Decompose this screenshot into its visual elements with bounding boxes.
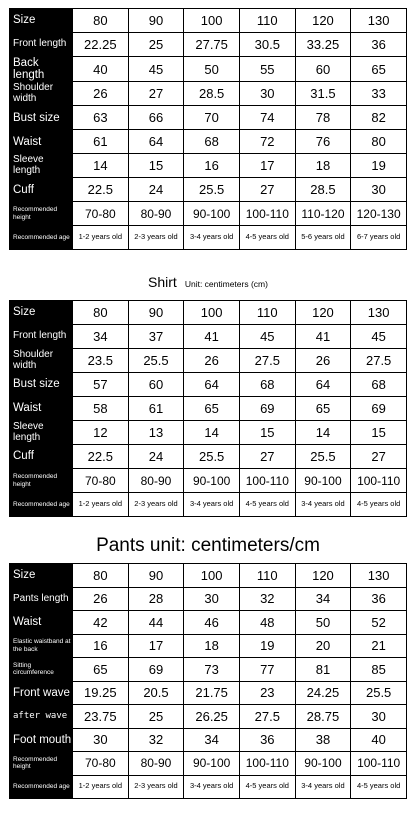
table-row: [10, 564, 407, 588]
table-cell: 80: [351, 130, 407, 154]
table-cell: 20.5: [128, 681, 184, 705]
table-cell: 78: [295, 106, 351, 130]
table-cell: 28: [128, 587, 184, 611]
table-cell: 45: [351, 325, 407, 349]
size-table-pants: [9, 563, 407, 799]
table-cell: 25: [128, 33, 184, 57]
table-cell: 100: [184, 564, 240, 588]
table-cell: 130: [351, 564, 407, 588]
size-table-top: [9, 8, 407, 250]
table-cell: 31.5: [295, 82, 351, 106]
table-cell: 14: [73, 154, 129, 178]
table-cell: 24: [128, 178, 184, 202]
table-cell: 33.25: [295, 33, 351, 57]
table-cell: 64: [295, 373, 351, 397]
table-cell: 26: [295, 349, 351, 373]
table-row: [10, 705, 407, 729]
table-cell: 15: [351, 421, 407, 445]
table-cell: 65: [184, 397, 240, 421]
table-cell: 34: [184, 728, 240, 752]
table-cell: 58: [73, 397, 129, 421]
table-cell: 90-100: [184, 752, 240, 776]
table-cell: 3-4 years old: [295, 493, 351, 517]
table-row: [10, 325, 407, 349]
table-cell: 26.25: [184, 705, 240, 729]
table-cell: 80: [73, 9, 129, 33]
table-cell: 30: [73, 728, 129, 752]
row-label: Size: [10, 301, 73, 325]
row-label: Recommended height: [10, 752, 73, 776]
table-cell: 5-6 years old: [295, 226, 351, 250]
table-cell: 61: [128, 397, 184, 421]
table-cell: 110: [239, 564, 295, 588]
table-cell: 25.5: [184, 445, 240, 469]
table-cell: 30: [184, 587, 240, 611]
table-cell: 30.5: [239, 33, 295, 57]
table-cell: 80-90: [128, 752, 184, 776]
table-cell: 80-90: [128, 469, 184, 493]
table-row: [10, 226, 407, 250]
row-label: Foot mouth: [10, 728, 73, 752]
table-cell: 27: [239, 178, 295, 202]
row-label: Waist: [10, 397, 73, 421]
table-cell: 23.75: [73, 705, 129, 729]
table-cell: 27: [128, 82, 184, 106]
table-cell: 34: [73, 325, 129, 349]
table-cell: 3-4 years old: [184, 493, 240, 517]
table-cell: 24.25: [295, 681, 351, 705]
table-cell: 68: [239, 373, 295, 397]
table-cell: 3-4 years old: [184, 226, 240, 250]
row-label: Front length: [10, 33, 73, 57]
table-cell: 81: [295, 658, 351, 682]
row-label: Elastic waistband at the back: [10, 634, 73, 658]
table-cell: 130: [351, 301, 407, 325]
table-cell: 41: [295, 325, 351, 349]
table-cell: 90: [128, 301, 184, 325]
table-cell: 2-3 years old: [128, 775, 184, 799]
table-cell: 80-90: [128, 202, 184, 226]
table-cell: 6-7 years old: [351, 226, 407, 250]
table-cell: 70-80: [73, 202, 129, 226]
table-cell: 12: [73, 421, 129, 445]
table-cell: 100-110: [239, 469, 295, 493]
table-cell: 90: [128, 9, 184, 33]
row-label: Waist: [10, 611, 73, 635]
table-cell: 20: [295, 634, 351, 658]
table-cell: 28.5: [295, 178, 351, 202]
table-cell: 4-5 years old: [351, 493, 407, 517]
table-cell: 64: [128, 130, 184, 154]
table-cell: 69: [128, 658, 184, 682]
table-cell: 60: [128, 373, 184, 397]
table-row: [10, 493, 407, 517]
row-label: Shoulder width: [10, 82, 73, 106]
table-cell: 27.5: [351, 349, 407, 373]
table-cell: 25.5: [128, 349, 184, 373]
table-cell: 120: [295, 564, 351, 588]
table-cell: 17: [239, 154, 295, 178]
table-cell: 25.5: [184, 178, 240, 202]
table-cell: 57: [73, 373, 129, 397]
shirt-unit-note: Unit: centimeters (cm): [184, 279, 268, 289]
table-cell: 45: [128, 57, 184, 82]
table-cell: 4-5 years old: [239, 493, 295, 517]
table-cell: 65: [295, 397, 351, 421]
table-cell: 27: [351, 445, 407, 469]
table-cell: 19: [351, 154, 407, 178]
table-cell: 28.5: [184, 82, 240, 106]
table-cell: 18: [295, 154, 351, 178]
table-cell: 21.75: [184, 681, 240, 705]
table-cell: 40: [73, 57, 129, 82]
row-label: Size: [10, 564, 73, 588]
table-cell: 26: [73, 82, 129, 106]
table-cell: 73: [184, 658, 240, 682]
table-cell: 110-120: [295, 202, 351, 226]
table-cell: 40: [351, 728, 407, 752]
table-row: [10, 421, 407, 445]
table-cell: 4-5 years old: [239, 775, 295, 799]
table-cell: 30: [239, 82, 295, 106]
table-cell: 23.5: [73, 349, 129, 373]
row-label: Bust size: [10, 106, 73, 130]
table-cell: 74: [239, 106, 295, 130]
table-row: [10, 681, 407, 705]
table-cell: 63: [73, 106, 129, 130]
table-cell: 60: [295, 57, 351, 82]
table-cell: 70-80: [73, 752, 129, 776]
table-cell: 90-100: [184, 202, 240, 226]
table-cell: 27.75: [184, 33, 240, 57]
table-cell: 90-100: [295, 752, 351, 776]
table-cell: 100: [184, 9, 240, 33]
table-cell: 14: [295, 421, 351, 445]
table-cell: 42: [73, 611, 129, 635]
row-label: Sleeve length: [10, 421, 73, 445]
row-label: Back length: [10, 57, 73, 82]
row-label: Recommended height: [10, 469, 73, 493]
table-cell: 45: [239, 325, 295, 349]
table-cell: 27.5: [239, 705, 295, 729]
shirt-title: Shirt: [148, 274, 177, 290]
row-label: Cuff: [10, 445, 73, 469]
table-cell: 32: [239, 587, 295, 611]
table-cell: 100: [184, 301, 240, 325]
table-cell: 21: [351, 634, 407, 658]
table-cell: 61: [73, 130, 129, 154]
row-label: Bust size: [10, 373, 73, 397]
table-cell: 22.5: [73, 445, 129, 469]
row-label: Recommended age: [10, 493, 73, 517]
table-cell: 68: [351, 373, 407, 397]
table-cell: 26: [73, 587, 129, 611]
table-cell: 110: [239, 9, 295, 33]
table-cell: 130: [351, 9, 407, 33]
table-cell: 26: [184, 349, 240, 373]
table-cell: 25.5: [351, 681, 407, 705]
row-label: Size: [10, 9, 73, 33]
row-label: Cuff: [10, 178, 73, 202]
table-cell: 90-100: [295, 469, 351, 493]
table-cell: 50: [295, 611, 351, 635]
table-row: [10, 130, 407, 154]
table-row: [10, 728, 407, 752]
table-cell: 16: [184, 154, 240, 178]
table-row: [10, 202, 407, 226]
table-cell: 33: [351, 82, 407, 106]
table-cell: 16: [73, 634, 129, 658]
row-label: after wave: [10, 705, 73, 729]
table-cell: 3-4 years old: [184, 775, 240, 799]
table-cell: 69: [239, 397, 295, 421]
table-cell: 19: [239, 634, 295, 658]
table-cell: 1-2 years old: [73, 775, 129, 799]
row-label: Sleeve length: [10, 154, 73, 178]
row-label: Front wave: [10, 681, 73, 705]
table-cell: 27: [239, 445, 295, 469]
row-label: Sitting circumference: [10, 658, 73, 682]
table-cell: 120: [295, 301, 351, 325]
table-row: [10, 775, 407, 799]
table-cell: 70: [184, 106, 240, 130]
table-row: [10, 373, 407, 397]
table-cell: 72: [239, 130, 295, 154]
table-row: [10, 445, 407, 469]
table-row: [10, 587, 407, 611]
table-cell: 1-2 years old: [73, 226, 129, 250]
table-cell: 55: [239, 57, 295, 82]
table-cell: 50: [184, 57, 240, 82]
table-cell: 30: [351, 705, 407, 729]
table-cell: 17: [128, 634, 184, 658]
table-row: [10, 178, 407, 202]
table-cell: 36: [351, 33, 407, 57]
table-cell: 36: [351, 587, 407, 611]
table-row: [10, 634, 407, 658]
table-cell: 41: [184, 325, 240, 349]
table-cell: 70-80: [73, 469, 129, 493]
table-cell: 120: [295, 9, 351, 33]
table-cell: 44: [128, 611, 184, 635]
table-cell: 66: [128, 106, 184, 130]
table-cell: 80: [73, 301, 129, 325]
table-cell: 18: [184, 634, 240, 658]
table-cell: 65: [73, 658, 129, 682]
row-label: Recommended age: [10, 226, 73, 250]
table-cell: 85: [351, 658, 407, 682]
table-cell: 82: [351, 106, 407, 130]
table-cell: 15: [239, 421, 295, 445]
table-row: [10, 301, 407, 325]
size-table-shirt: [9, 300, 407, 517]
table-cell: 19.25: [73, 681, 129, 705]
table-cell: 100-110: [351, 752, 407, 776]
table-cell: 25.5: [295, 445, 351, 469]
table-cell: 120-130: [351, 202, 407, 226]
table-cell: 100-110: [239, 202, 295, 226]
table-row: [10, 349, 407, 373]
table-row: [10, 397, 407, 421]
table-row: [10, 752, 407, 776]
table-cell: 14: [184, 421, 240, 445]
table-cell: 3-4 years old: [295, 775, 351, 799]
table-cell: 2-3 years old: [128, 226, 184, 250]
table-cell: 25: [128, 705, 184, 729]
table-cell: 80: [73, 564, 129, 588]
table-cell: 77: [239, 658, 295, 682]
table-cell: 69: [351, 397, 407, 421]
row-label: Front length: [10, 325, 73, 349]
table-cell: 64: [184, 373, 240, 397]
table-cell: 13: [128, 421, 184, 445]
table-cell: 23: [239, 681, 295, 705]
row-label: Shoulder width: [10, 349, 73, 373]
table-cell: 4-5 years old: [351, 775, 407, 799]
table-row: [10, 658, 407, 682]
table-cell: 24: [128, 445, 184, 469]
table-cell: 4-5 years old: [239, 226, 295, 250]
table-cell: 68: [184, 130, 240, 154]
table-row: [10, 106, 407, 130]
table-cell: 28.75: [295, 705, 351, 729]
row-label: Recommended height: [10, 202, 73, 226]
table-cell: 34: [295, 587, 351, 611]
table-cell: 2-3 years old: [128, 493, 184, 517]
table-cell: 22.5: [73, 178, 129, 202]
table-cell: 1-2 years old: [73, 493, 129, 517]
table-cell: 65: [351, 57, 407, 82]
table-cell: 90: [128, 564, 184, 588]
table-cell: 48: [239, 611, 295, 635]
table-cell: 90-100: [184, 469, 240, 493]
row-label: Recommended age: [10, 775, 73, 799]
table-cell: 46: [184, 611, 240, 635]
table-cell: 15: [128, 154, 184, 178]
table-row: [10, 57, 407, 82]
row-label: Pants length: [10, 587, 73, 611]
table-cell: 100-110: [239, 752, 295, 776]
table-cell: 110: [239, 301, 295, 325]
table-cell: 32: [128, 728, 184, 752]
table-cell: 30: [351, 178, 407, 202]
table-cell: 22.25: [73, 33, 129, 57]
row-label: Waist: [10, 130, 73, 154]
table-cell: 52: [351, 611, 407, 635]
table-cell: 38: [295, 728, 351, 752]
table-row: [10, 82, 407, 106]
table-cell: 76: [295, 130, 351, 154]
table-cell: 100-110: [351, 469, 407, 493]
table-row: [10, 611, 407, 635]
table-row: [10, 154, 407, 178]
table-row: [10, 9, 407, 33]
pants-section-title: Pants unit: centimeters/cm: [96, 535, 320, 556]
table-row: [10, 33, 407, 57]
table-cell: 27.5: [239, 349, 295, 373]
shirt-section-title: [0, 274, 416, 292]
table-row: [10, 469, 407, 493]
table-cell: 37: [128, 325, 184, 349]
table-cell: 36: [239, 728, 295, 752]
